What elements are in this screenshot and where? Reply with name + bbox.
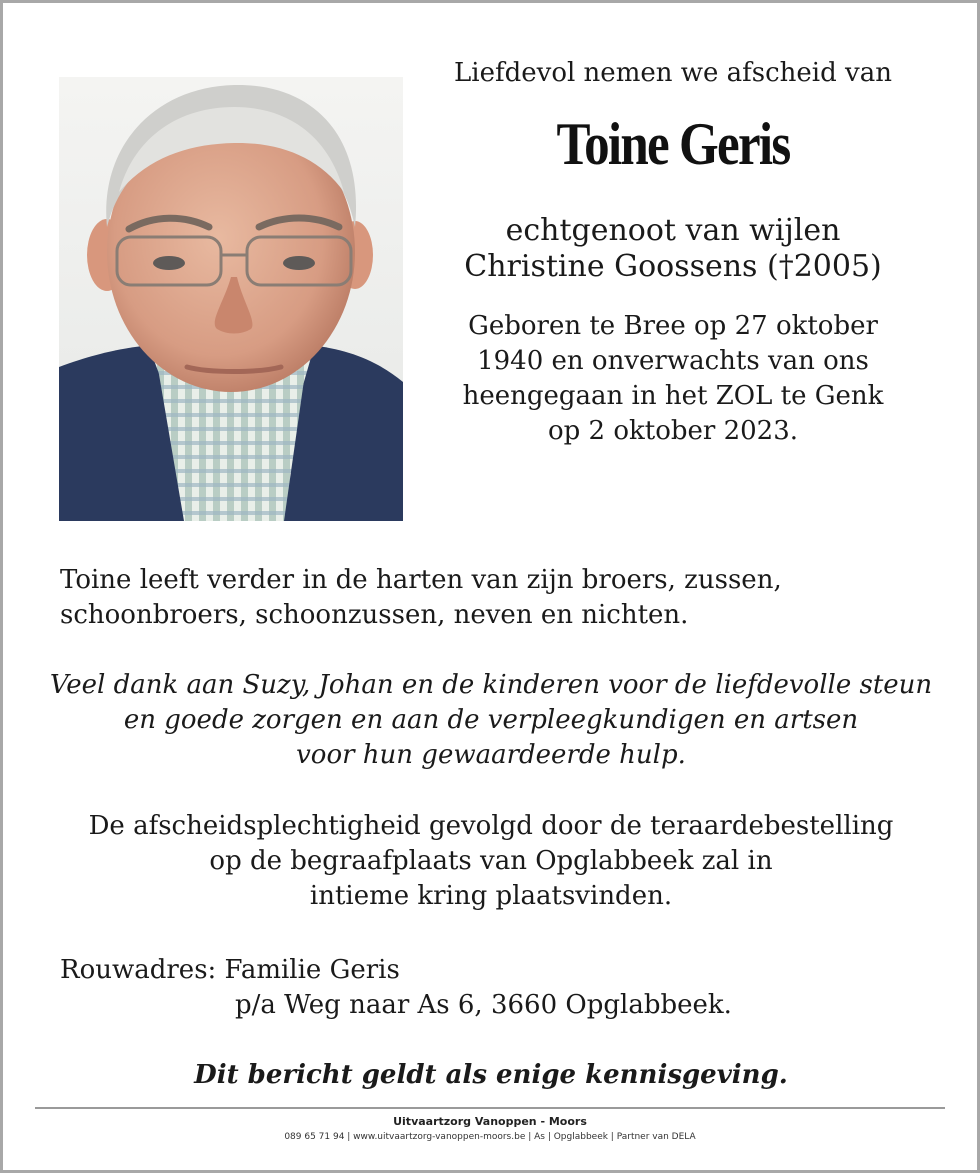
thanks-line: Veel dank aan Suzy, Johan en de kinderen voor de liefdevolle steun [49,670,933,700]
birth-death-info [423,309,923,449]
family-line: Toine leeft verder in de harten van zijn broers, zussen, [60,565,782,595]
mourning-address-label: Rouwadres: Familie Geris [60,955,400,985]
header-column [423,55,923,449]
footer-divider [35,1107,945,1109]
portrait-photo [59,77,403,521]
intro-text: Liefdevol nemen we afscheid van [454,58,892,88]
family-line: schoonbroers, schoonzussen, neven en nichten. [60,600,689,630]
family-paragraph [60,563,940,633]
born-line: op 2 oktober 2023. [547,416,799,446]
born-line: heengegaan in het ZOL te Genk [462,381,884,411]
mourning-address: p/a Weg naar As 6, 3660 Opglabbeek. [235,990,732,1020]
funeral-home-name: Uitvaartzorg Vanoppen - Moors [393,1115,587,1128]
born-line: 1940 en onverwachts van ons [477,346,869,376]
thanks-line: voor hun gewaardeerde hulp. [296,740,686,770]
ceremony-line: op de begraafplaats van Opglabbeek zal in [209,846,773,876]
thanks-line: en goede zorgen en aan de verpleegkundigen en artsen [123,705,859,735]
funeral-home-contact: 089 65 71 94 | www.uitvaartzorg-vanoppen-moors.be | As | Opglabbeek | Partner van DELA [284,1132,696,1142]
spouse-info [423,213,923,285]
notice-statement: Dit bericht geldt als enige kennisgeving. [194,1060,788,1090]
ceremony-paragraph [33,809,949,914]
born-line: Geboren te Bree op 27 oktober [468,311,878,341]
ceremony-line: intieme kring plaatsvinden. [309,881,673,911]
spouse-line: Christine Goossens (†2005) [464,249,882,284]
thanks-paragraph [33,668,949,773]
ceremony-line: De afscheidsplechtigheid gevolgd door de teraardebestelling [88,811,894,841]
deceased-name: Toine Geris [556,111,790,177]
spouse-line: echtgenoot van wijlen [505,213,841,248]
